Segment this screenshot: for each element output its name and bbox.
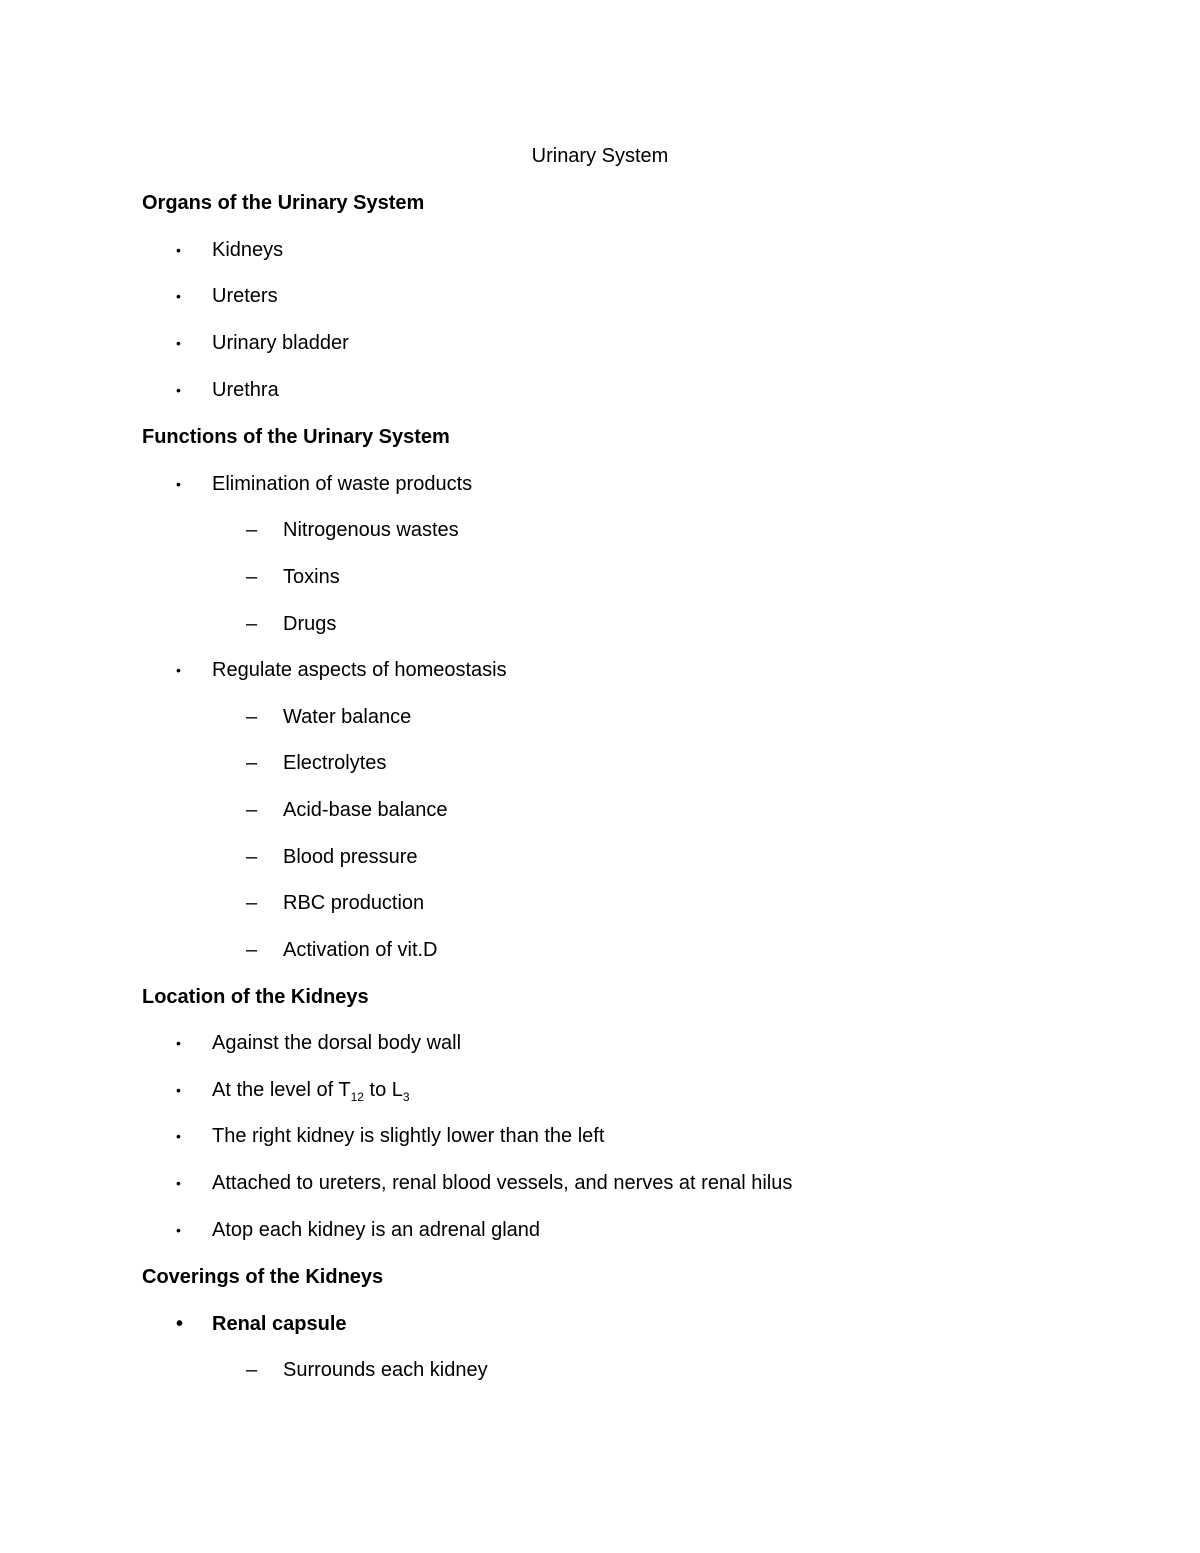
section-heading: Functions of the Urinary System [142,426,450,448]
sub-list-item: Water balance [283,706,412,728]
list-item: Atop each kidney is an adrenal gland [212,1219,541,1241]
sub-list-item: RBC production [283,892,425,914]
level-subscript-3: 3 [402,1090,410,1104]
bullet-icon: • [176,1128,181,1144]
document-title: Urinary System [531,145,669,167]
dash-icon: – [246,939,258,961]
dash-icon: – [246,1359,258,1381]
dash-icon: – [246,752,258,774]
bullet-icon: • [176,1175,181,1191]
bullet-icon: • [176,1082,181,1098]
bullet-icon: • [176,662,181,678]
dash-icon: – [246,846,258,868]
list-item: Ureters [212,285,278,307]
list-item: Kidneys [212,239,284,261]
bullet-icon: • [176,1313,184,1335]
dash-icon: – [246,566,258,588]
bullet-icon: • [176,335,181,351]
sub-list-item: Drugs [283,613,337,635]
sub-list-item: Surrounds each kidney [283,1359,488,1381]
list-item: Regulate aspects of homeostasis [212,659,507,681]
list-item: Against the dorsal body wall [212,1032,462,1054]
sub-list-item: Blood pressure [283,846,418,868]
sub-list-item: Electrolytes [283,752,387,774]
dash-icon: – [246,519,258,541]
section-heading: Coverings of the Kidneys [142,1266,384,1288]
bullet-icon: • [176,1222,181,1238]
sub-list-item: Toxins [283,566,340,588]
section-heading: Organs of the Urinary System [142,192,425,214]
dash-icon: – [246,706,258,728]
bullet-icon: • [176,242,181,258]
sub-list-item: Activation of vit.D [283,939,438,961]
bullet-icon: • [176,1035,181,1051]
list-item-vertebral-level [212,1078,410,1102]
level-mid-text: to L [363,1079,403,1101]
bullet-icon: • [176,288,181,304]
list-item: Elimination of waste products [212,473,473,495]
list-item: Urinary bladder [212,332,349,354]
level-subscript-12: 12 [350,1090,364,1104]
list-item: The right kidney is slightly lower than the left [212,1125,605,1147]
list-item: Urethra [212,379,279,401]
dash-icon: – [246,799,258,821]
sub-list-item: Acid-base balance [283,799,448,821]
bullet-icon: • [176,476,181,492]
level-prefix-text: At the level of T [212,1079,351,1101]
dash-icon: – [246,613,258,635]
section-heading: Location of the Kidneys [142,986,369,1008]
list-item: Attached to ureters, renal blood vessels, and nerves at renal hilus [212,1172,793,1194]
dash-icon: – [246,892,258,914]
sub-list-item: Nitrogenous wastes [283,519,459,541]
bullet-icon: • [176,382,181,398]
list-item: Renal capsule [212,1313,347,1335]
